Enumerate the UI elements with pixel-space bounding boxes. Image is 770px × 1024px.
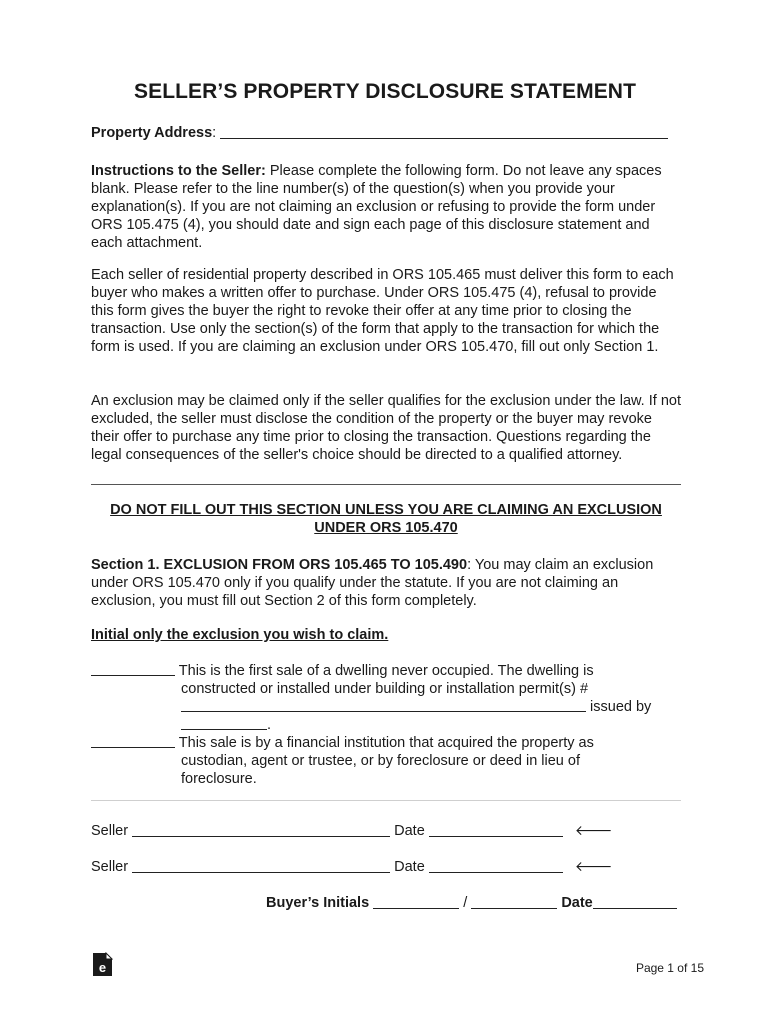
exclusion-option-first-sale: This is the first sale of a dwelling never occupied. The dwelling is constructed or installed under building or installation permit(s) # issued by . (91, 662, 681, 734)
buyer-date-label: Date (561, 895, 593, 911)
exclusion-option-financial-institution: This sale is by a financial institution that acquired the property as custodian, agent or trustee, or by foreclosure or deed in lieu of foreclosure. (91, 734, 681, 788)
arrow-left-icon: 🡐 (574, 823, 613, 839)
buyer-initials-field-2[interactable] (471, 894, 557, 909)
section1-heading: Section 1. EXCLUSION FROM ORS 105.465 TO 105.490 (91, 557, 468, 573)
property-address-field[interactable] (220, 124, 668, 139)
buyer-initials-row: Buyer’s Initials / Date (266, 894, 677, 912)
svg-text:e: e (98, 960, 107, 975)
seller-signature-field[interactable] (132, 858, 390, 873)
exclusion-paragraph: An exclusion may be claimed only if the seller qualifies for the exclusion under the law. If not excluded, the seller must disclose the condition of the property or the buyer may revoke their offer to purchase any time prior to closing the transaction. Questions regarding the legal consequences of the seller's choice should be directed to a qualified attorney. (91, 393, 681, 463)
initial-instruction: Initial only the exclusion you wish to claim. (91, 627, 389, 643)
date-label: Date (394, 859, 425, 875)
seller-label: Seller (91, 823, 129, 839)
seller-label: Seller (91, 859, 129, 875)
section-divider (91, 484, 681, 485)
exclusion-notice: DO NOT FILL OUT THIS SECTION UNLESS YOU ARE CLAIMING AN EXCLUSION UNDER ORS 105.470 (110, 502, 662, 536)
section1-paragraph: Section 1. EXCLUSION FROM ORS 105.465 TO 105.490: You may claim an exclusion under ORS 105.470 only if you qualify under the statute. If you are not claiming an exclusion, you must fill out Section 2 of this form completely. (91, 557, 654, 609)
date-label: Date (394, 823, 425, 839)
seller-signature-row-1 (91, 822, 691, 840)
page-title: SELLER’S PROPERTY DISCLOSURE STATEMENT (133, 80, 637, 103)
initial-field-financial-institution[interactable] (91, 734, 175, 748)
signature-divider (91, 800, 681, 801)
page-number: Page 1 of 15 (635, 961, 704, 975)
buyer-initials-field-1[interactable] (373, 894, 459, 909)
seller-signature-row-2 (91, 858, 691, 876)
seller-date-field[interactable] (429, 858, 563, 873)
buyer-initials-label: Buyer’s Initials (266, 895, 370, 911)
eforms-logo-icon (92, 952, 113, 977)
property-address-row: Property Address: (91, 124, 681, 142)
issued-by-field[interactable] (181, 716, 267, 730)
arrow-left-icon: 🡐 (574, 859, 613, 875)
seller-date-field[interactable] (429, 822, 563, 837)
instructions-paragraph: Instructions to the Seller: Please complete the following form. Do not leave any spaces blank. Please refer to the line number(s) of the question(s) when you provide your explanation(s). If you are not claiming an exclusion or refusing to provide the form under ORS 105.475 (4), you should date and sign each page of this disclosure statement and each attachment. (91, 163, 662, 251)
permit-number-field[interactable] (181, 698, 586, 712)
seller-signature-field[interactable] (132, 822, 390, 837)
buyer-date-field[interactable] (593, 894, 677, 909)
instructions-label: Instructions to the Seller: (91, 163, 266, 179)
initial-field-first-sale[interactable] (91, 662, 175, 676)
delivery-paragraph: Each seller of residential property described in ORS 105.465 must deliver this form to each buyer who makes a written offer to purchase. Under ORS 105.475 (4), refusal to provide this form gives the buyer the right to revoke their offer at any time prior to closing the transaction. Use only the section(s) of the form that apply to the transaction for which the form is used. If you are claiming an exclusion under ORS 105.470, fill out only Section 1. (91, 267, 674, 355)
property-address-label: Property Address (91, 125, 213, 141)
